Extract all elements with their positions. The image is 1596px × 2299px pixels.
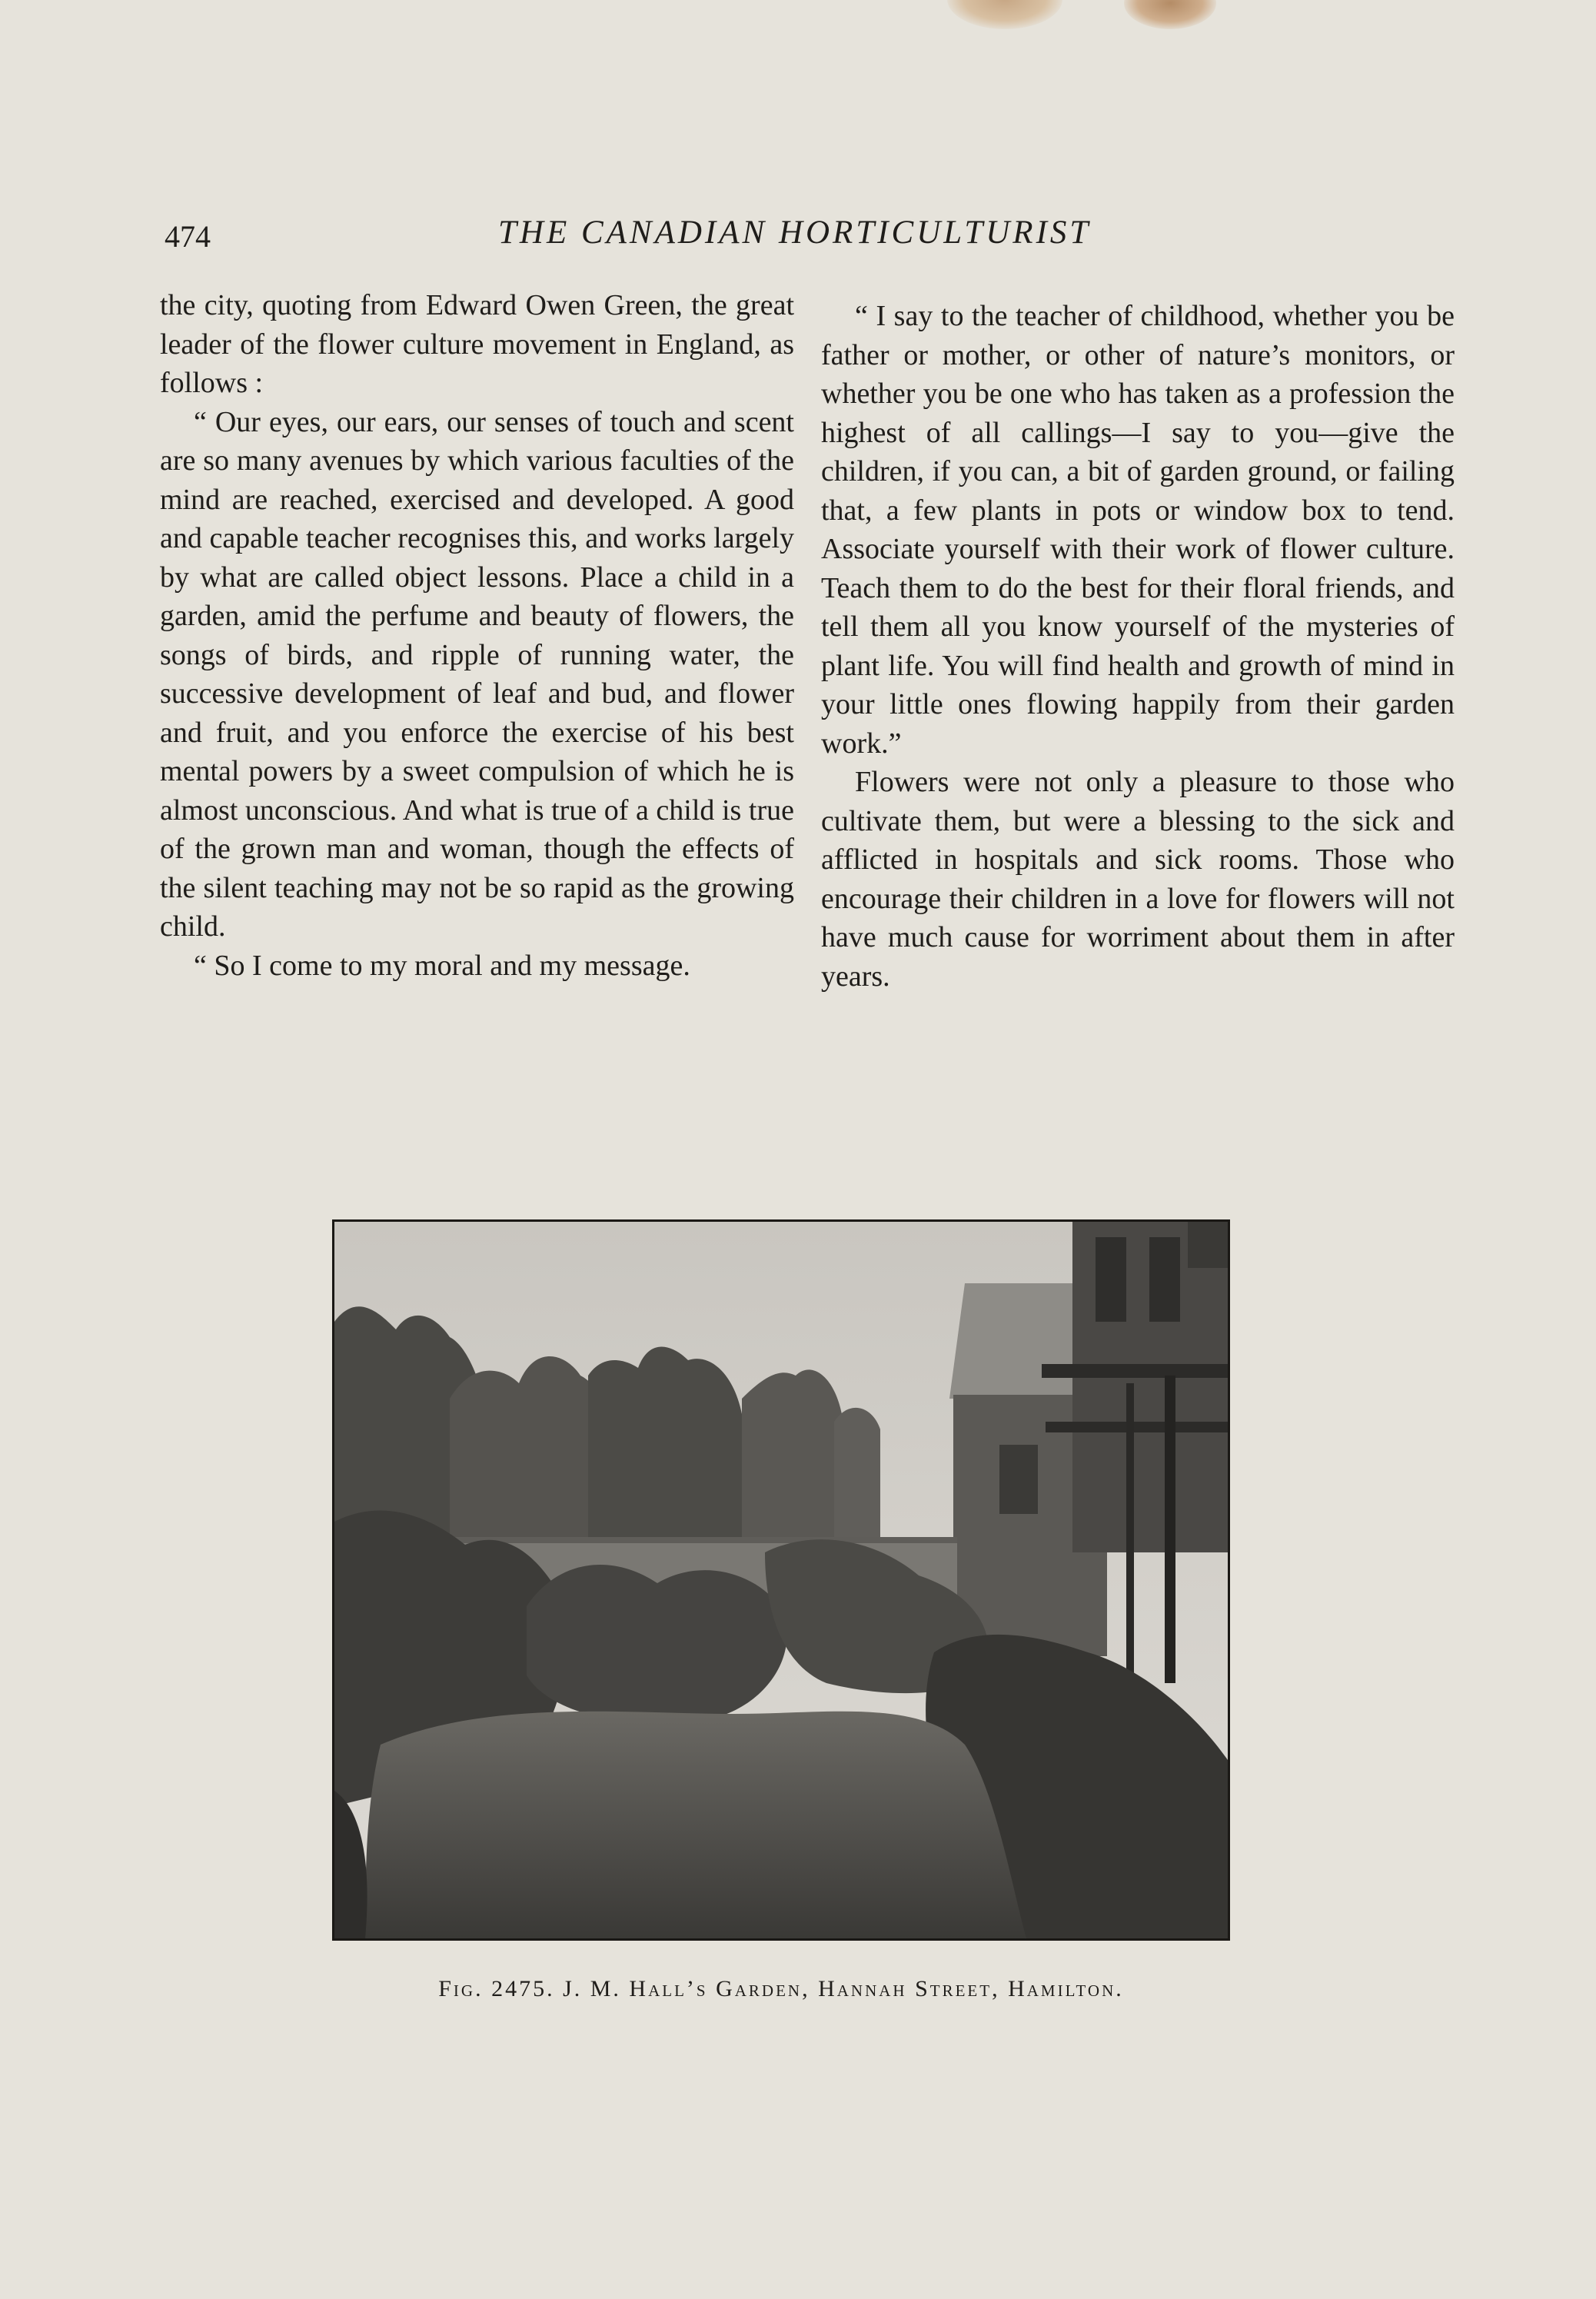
paragraph: “ So I come to my moral and my message. — [194, 949, 690, 982]
right-column — [821, 297, 1455, 996]
paragraph: “ I say to the teacher of childhood, whether you be father or mother, or other of nature’s monitors, or whether you be one who has taken as a profession the highest of all callings—I say to you—give the children, if you can, a bit of garden ground, or failing that, a few plants in pots or window box to tend. Associate yourself with their work of flower culture. Teach them to do the best for their floral friends, and tell them all you know yourself of the mysteries of plant life. You will find health and growth of mind in your little ones flowing happily from their garden work.” — [821, 300, 1455, 760]
paper-stain — [947, 0, 1062, 29]
paper-stain — [1124, 0, 1216, 29]
page-header — [165, 214, 1122, 260]
paragraph: Flowers were not only a pleasure to those who cultivate them, but were a blessing to the sick and afflicted in hospitals and sick rooms. Those who encourage their children in a love for flowers will not have much cause for worriment about them in after years. — [821, 766, 1455, 993]
running-title: THE CANADIAN HORTICULTURIST — [498, 215, 1092, 251]
garden-photograph — [332, 1219, 1230, 1941]
left-column — [160, 286, 794, 985]
figure-caption: Fig. 2475. J. M. Hall’s Garden, Hannah Street, Hamilton. — [438, 1976, 1124, 2001]
page-number: 474 — [165, 219, 211, 254]
paragraph: the city, quoting from Edward Owen Green, the great leader of the flower culture movement in England, as follows : — [160, 289, 794, 399]
garden-photo-illustration — [334, 1222, 1228, 1938]
paragraph: “ Our eyes, our ears, our senses of touch and scent are so many avenues by which various faculties of the mind are reached, exercised and developed. A good and capable teacher recognises this, and works largely by what are called object lessons. Place a child in a garden, amid the perfume and beauty of flowers, the songs of birds, and ripple of running water, the successive development of leaf and bud, and flower and fruit, and you enforce the exercise of his best mental powers by a sweet compulsion of which he is almost unconscious. And what is true of a child is true of the grown man and woman, though the effects of the silent teaching may not be so rapid as the growing child. — [160, 405, 794, 943]
